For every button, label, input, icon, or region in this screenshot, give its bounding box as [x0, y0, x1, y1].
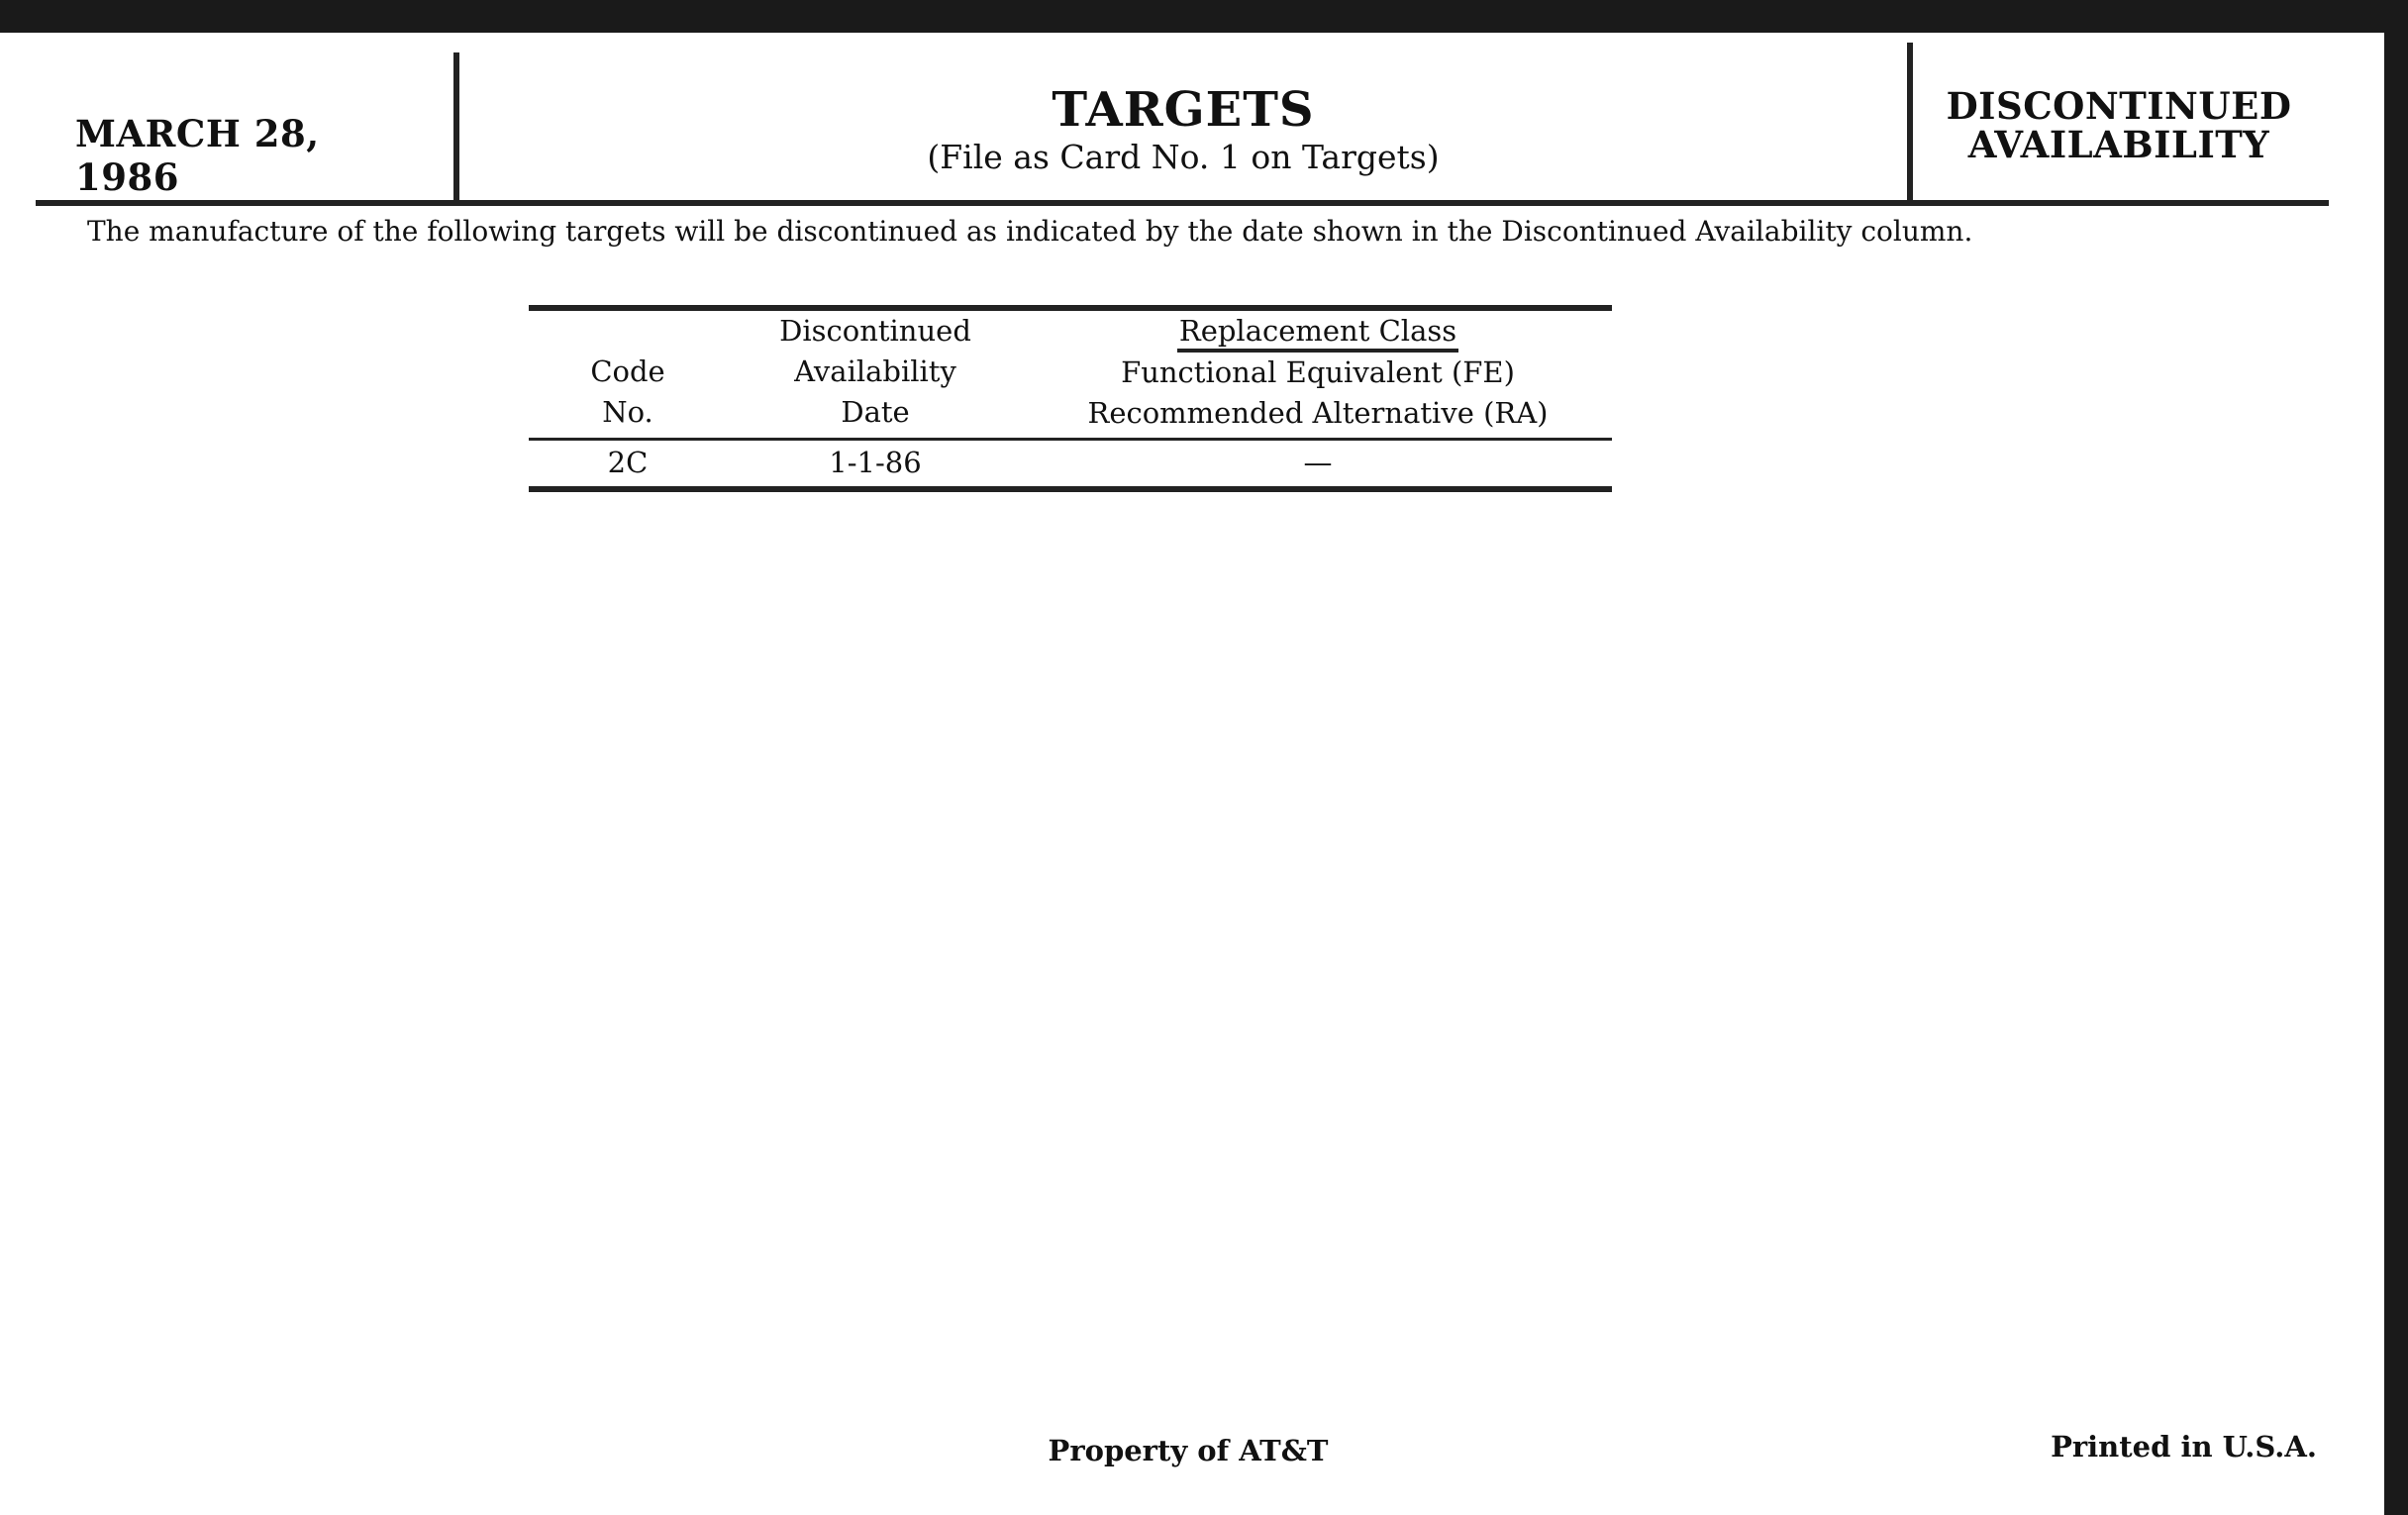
header-divider-left — [453, 52, 459, 205]
header-replacement-fe: Functional Equivalent (FE) — [1121, 355, 1515, 389]
header-code-line-2: No. — [602, 395, 653, 429]
category-line-2: AVAILABILITY — [1967, 123, 2270, 166]
table-bottom-rule — [529, 486, 1612, 492]
issue-date: MARCH 28, 1986 — [75, 112, 320, 199]
header-date-line-2: Availability — [794, 354, 956, 388]
footer-property: Property of AT&T — [1048, 1434, 1329, 1467]
page-subtitle: (File as Card No. 1 on Targets) — [927, 138, 1440, 176]
header-replacement-label: Replacement Class — [1177, 313, 1458, 353]
header-replacement-ra: Recommended Alternative (RA) — [1087, 396, 1549, 430]
header-replacement — [1024, 311, 1612, 434]
category-tag — [1921, 84, 2317, 166]
cell-replacement: — — [1303, 446, 1333, 479]
header-code-line-1: Code — [590, 354, 665, 388]
header-code — [529, 352, 727, 433]
footer-printed: Printed in U.S.A. — [2051, 1430, 2317, 1464]
scan-border-top — [0, 0, 2408, 33]
table-row — [529, 441, 1612, 486]
scan-border-right — [2384, 0, 2408, 1515]
header-date — [727, 311, 1024, 433]
title-block — [465, 82, 1901, 177]
table-header — [529, 311, 1612, 438]
category-line-1: DISCONTINUED — [1946, 84, 2292, 128]
intro-text: The manufacture of the following targets will be discontinued as indicated by the date shown in the Discontinued Availability column. — [87, 215, 1973, 248]
cell-code: 2C — [607, 446, 649, 479]
discontinued-table — [529, 305, 1612, 492]
header-date-line-1: Discontinued — [779, 314, 971, 348]
header-date-line-3: Date — [841, 395, 910, 429]
header-divider-right — [1907, 43, 1913, 201]
document-card — [0, 33, 2384, 1515]
page-title: TARGETS — [1052, 82, 1315, 138]
header-rule — [36, 200, 2329, 206]
cell-date: 1-1-86 — [829, 446, 922, 479]
